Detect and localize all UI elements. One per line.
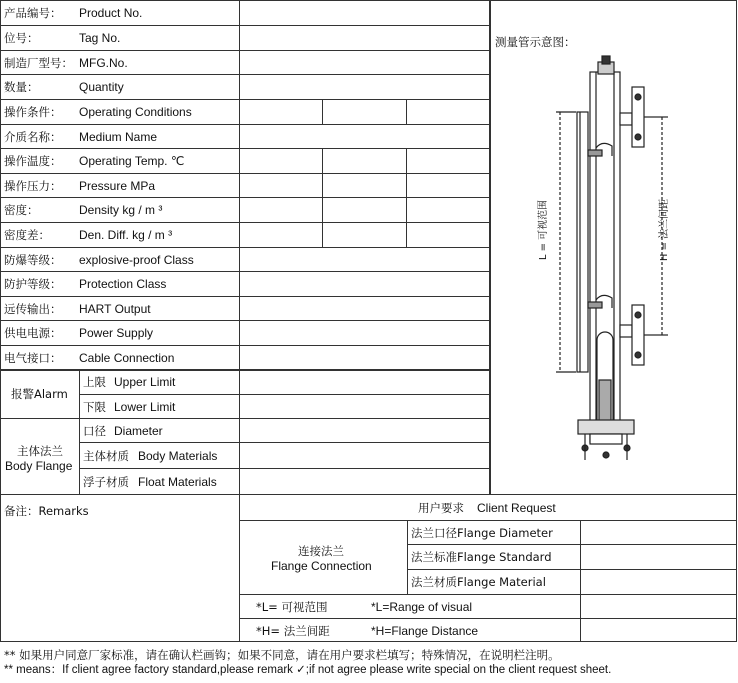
- row-label-en: Tag No.: [79, 31, 121, 45]
- float-materials-zh: 浮子材质: [83, 475, 129, 489]
- row-value-cell[interactable]: [239, 0, 491, 26]
- flange-diameter-row: [407, 520, 581, 545]
- row-label-en: Protection Class: [79, 277, 167, 291]
- alarm-upper-value[interactable]: [239, 369, 491, 395]
- float-materials-value[interactable]: [239, 468, 491, 495]
- row-value-cell[interactable]: [239, 173, 323, 198]
- row-label-en: MFG.No.: [79, 56, 128, 70]
- row-label-en: Cable Connection: [79, 351, 175, 365]
- row-label-zh: 密度：: [4, 203, 39, 217]
- remarks-cell[interactable]: [0, 494, 240, 642]
- body-diameter-en: Diameter: [114, 424, 163, 438]
- flange-diameter-label: 法兰口径Flange Diameter: [411, 526, 553, 540]
- row-label-zh: 防护等级：: [4, 277, 62, 291]
- alarm-lower-en: Lower Limit: [114, 400, 176, 414]
- row-label-cell: [0, 124, 240, 149]
- row-label-en: Product No.: [79, 6, 143, 20]
- row-label-zh: 操作温度：: [4, 154, 62, 168]
- row-label-zh: 远传输出：: [4, 302, 62, 316]
- row-label-cell: [0, 345, 240, 371]
- h-dimension-label: H = 法兰间距: [659, 198, 671, 262]
- row-value-cell[interactable]: [239, 222, 323, 248]
- row-value-cell[interactable]: [239, 296, 491, 321]
- row-value-cell[interactable]: [406, 222, 491, 248]
- row-value-cell[interactable]: [239, 345, 491, 371]
- body-flange-label-zh: 主体法兰: [17, 444, 63, 458]
- row-value-cell[interactable]: [239, 124, 491, 149]
- row-label-zh: 数量：: [4, 80, 39, 94]
- row-label-cell: [0, 222, 240, 248]
- alarm-label-cell: [0, 369, 80, 419]
- note-h-input[interactable]: [580, 618, 737, 642]
- row-value-cell[interactable]: [406, 173, 491, 198]
- level-gauge-diagram: [490, 0, 737, 495]
- row-label-en: explosive-proof Class: [79, 253, 194, 267]
- row-label-cell: [0, 197, 240, 223]
- row-label-cell: [0, 296, 240, 321]
- row-label-en: Den. Diff. kg / m ³: [79, 228, 173, 242]
- row-label-cell: [0, 247, 240, 272]
- flange-connection-label-cell: [239, 520, 408, 595]
- alarm-label: 报警Alarm: [11, 387, 68, 401]
- row-value-cell[interactable]: [406, 99, 491, 125]
- row-label-en: Quantity: [79, 80, 124, 94]
- row-value-cell[interactable]: [239, 148, 323, 174]
- row-label-zh: 供电电源：: [4, 326, 62, 340]
- row-value-cell[interactable]: [239, 25, 491, 51]
- body-materials-value[interactable]: [239, 442, 491, 469]
- row-label-en: HART Output: [79, 302, 151, 316]
- alarm-upper-label-cell: [79, 369, 240, 395]
- flange-material-label: 法兰材质Flange Material: [411, 575, 546, 589]
- row-label-cell: [0, 74, 240, 100]
- row-value-cell[interactable]: [406, 197, 491, 223]
- note-l-input[interactable]: [580, 594, 737, 619]
- row-label-en: Medium Name: [79, 130, 158, 144]
- row-value-cell[interactable]: [322, 173, 407, 198]
- row-label-zh: 操作压力：: [4, 179, 62, 193]
- row-label-en: Density kg / m ³: [79, 203, 163, 217]
- flange-material-input[interactable]: [580, 569, 737, 595]
- row-value-cell[interactable]: [239, 320, 491, 346]
- row-label-cell: [0, 271, 240, 297]
- note-h-row: [239, 618, 581, 642]
- alarm-upper-en: Upper Limit: [114, 375, 176, 389]
- row-value-cell[interactable]: [239, 197, 323, 223]
- body-materials-en: Body Materials: [138, 449, 218, 463]
- row-label-cell: [0, 320, 240, 346]
- row-value-cell[interactable]: [322, 148, 407, 174]
- note-l-zh: *L= 可视范围: [256, 600, 328, 614]
- row-label-cell: [0, 50, 240, 75]
- row-value-cell[interactable]: [406, 148, 491, 174]
- body-flange-label-en: Body Flange: [5, 459, 73, 473]
- body-materials-label-cell: [79, 442, 240, 469]
- body-diameter-zh: 口径: [83, 424, 106, 438]
- note-h-en: *H=Flange Distance: [371, 624, 479, 638]
- flange-connection-en: Flange Connection: [271, 559, 372, 573]
- row-label-zh: 介质名称：: [4, 130, 62, 144]
- note-h-zh: *H= 法兰间距: [256, 624, 330, 638]
- row-label-cell: [0, 173, 240, 198]
- row-label-zh: 密度差：: [4, 228, 50, 242]
- footer-note-zh: ** 如果用户同意厂家标准，请在确认栏画钩；如果不同意，请在用户要求栏填写；特殊情况，在说明栏注明。: [4, 648, 560, 662]
- note-l-en: *L=Range of visual: [371, 600, 473, 614]
- row-label-cell: [0, 148, 240, 174]
- row-value-cell[interactable]: [322, 222, 407, 248]
- flange-diameter-label-cell: [79, 418, 240, 443]
- row-label-cell: [0, 25, 240, 51]
- row-label-en: Operating Conditions: [79, 105, 192, 119]
- row-label-cell: [0, 99, 240, 125]
- flange-material-row: [407, 569, 581, 595]
- client-request-header: [239, 494, 737, 521]
- row-value-cell[interactable]: [239, 271, 491, 297]
- flange-connection-zh: 连接法兰: [298, 544, 344, 558]
- flange-standard-input[interactable]: [580, 544, 737, 570]
- row-label-zh: 电气接口：: [4, 351, 62, 365]
- flange-standard-label: 法兰标准Flange Standard: [411, 550, 552, 564]
- row-value-cell[interactable]: [239, 74, 491, 100]
- row-label-cell: [0, 0, 240, 26]
- l-dimension-label: L = 可视范围: [538, 199, 550, 261]
- row-value-cell[interactable]: [239, 50, 491, 75]
- row-label-en: Power Supply: [79, 326, 154, 340]
- row-label-zh: 产品编号：: [4, 6, 62, 20]
- float-materials-en: Float Materials: [138, 475, 217, 489]
- row-label-zh: 操作条件：: [4, 105, 62, 119]
- alarm-lower-value[interactable]: [239, 394, 491, 419]
- diagram-title: 测量管示意图：: [495, 35, 576, 49]
- footer-note-en: ** means：If client agree factory standard,please remark ✓;if not agree please write special on the client request sheet.: [4, 664, 612, 676]
- flange-diameter-input[interactable]: [580, 520, 737, 545]
- client-request-zh: 用户要求: [418, 501, 464, 515]
- alarm-lower-label-cell: [79, 394, 240, 419]
- row-value-cell[interactable]: [322, 197, 407, 223]
- body-flange-label-cell: [0, 418, 80, 495]
- row-label-zh: 位号：: [4, 31, 39, 45]
- flange-standard-row: [407, 544, 581, 570]
- row-value-cell[interactable]: [239, 99, 323, 125]
- body-materials-zh: 主体材质: [83, 449, 129, 463]
- remarks-label: 备注：Remarks: [4, 504, 89, 518]
- row-label-zh: 防爆等级：: [4, 253, 62, 267]
- row-label-en: Pressure MPa: [79, 179, 156, 193]
- row-value-cell[interactable]: [239, 247, 491, 272]
- float-materials-label-cell: [79, 468, 240, 495]
- row-label-zh: 制造厂型号：: [4, 56, 73, 70]
- flange-diameter-value[interactable]: [239, 418, 491, 443]
- client-request-en: Client Request: [477, 501, 556, 515]
- alarm-lower-zh: 下限: [83, 400, 106, 414]
- alarm-upper-zh: 上限: [83, 375, 106, 389]
- note-l-row: [239, 594, 581, 619]
- row-label-en: Operating Temp. ℃: [79, 154, 185, 168]
- row-value-cell[interactable]: [322, 99, 407, 125]
